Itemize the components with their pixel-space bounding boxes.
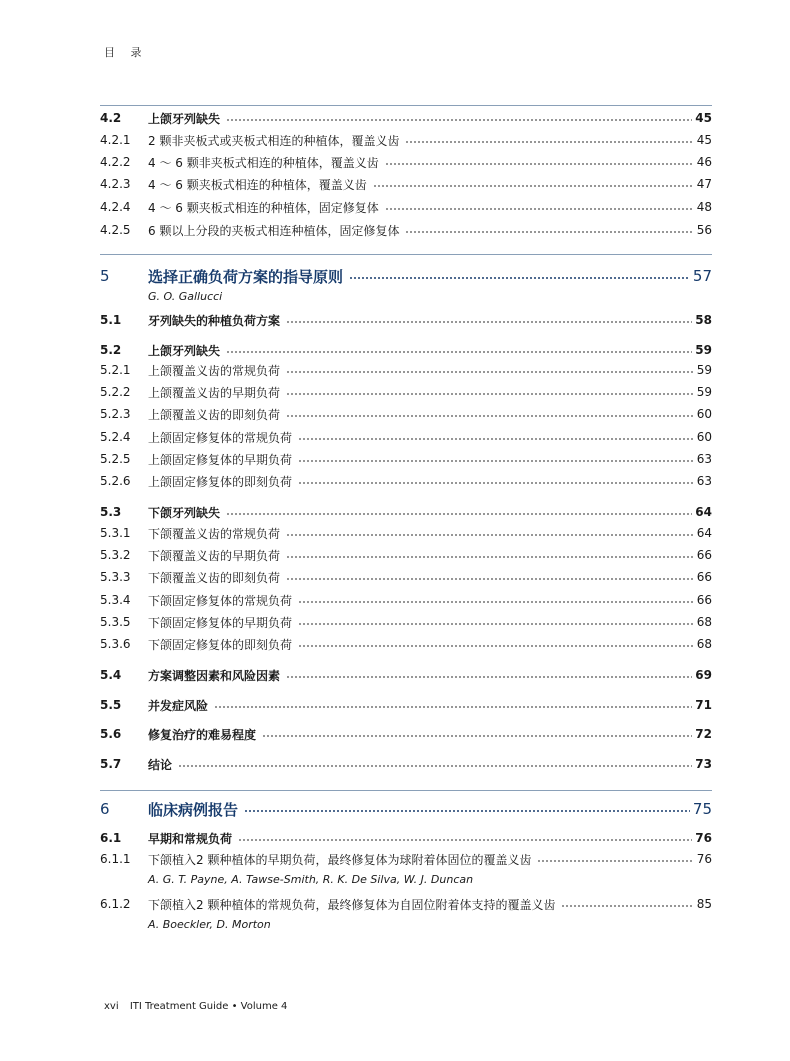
toc-number: 5.3.5 — [100, 615, 131, 629]
toc-number: 6.1.2 — [100, 897, 131, 911]
toc-number: 5.2.6 — [100, 474, 131, 488]
dot-leader — [244, 810, 690, 812]
toc-page: 76 — [696, 852, 712, 866]
toc-title: 6 颗以上分段的夹板式相连种植体，固定修复体 — [148, 223, 400, 238]
toc-page: 73 — [695, 757, 712, 771]
toc-row[interactable] — [100, 545, 712, 565]
toc-number: 4.2 — [100, 111, 122, 125]
toc-page: 76 — [695, 831, 712, 845]
toc-number: 5.3.6 — [100, 637, 131, 651]
toc-title: 上颌固定修复体的早期负荷 — [148, 452, 293, 467]
toc-number: 5.2.3 — [100, 407, 131, 421]
toc-title: 上颌覆盖义齿的常规负荷 — [148, 363, 281, 378]
dot-leader — [226, 119, 692, 121]
dot-leader — [298, 623, 694, 625]
dot-leader — [226, 351, 692, 353]
toc-title: 下颌牙列缺失 — [148, 505, 221, 520]
toc-page: 45 — [696, 133, 712, 147]
toc-number: 5.5 — [100, 698, 122, 712]
toc-row[interactable] — [100, 427, 712, 447]
dot-leader — [405, 141, 693, 143]
toc-page: 66 — [696, 593, 712, 607]
toc-number: 4.2.3 — [100, 177, 131, 191]
toc-page: 69 — [695, 668, 712, 682]
toc-title: 方案调整因素和风险因素 — [148, 668, 281, 683]
dot-leader — [561, 905, 693, 907]
dot-leader — [238, 839, 692, 841]
toc-number: 5.3 — [100, 505, 122, 519]
toc-row[interactable] — [100, 360, 712, 380]
toc-number: 4.2.5 — [100, 223, 131, 237]
dot-leader — [405, 231, 693, 233]
toc-number: 5.3.3 — [100, 570, 131, 584]
page-header-title: 目 录 — [104, 46, 148, 59]
toc-page: 64 — [695, 505, 712, 519]
toc-number: 6.1 — [100, 831, 122, 845]
toc-title: 选择正确负荷方案的指导原则 — [148, 267, 344, 286]
dot-leader — [286, 393, 694, 395]
toc-row[interactable] — [100, 404, 712, 424]
toc-row[interactable] — [100, 523, 712, 543]
dot-leader — [214, 706, 692, 708]
toc-page: 58 — [695, 313, 712, 327]
toc-page: 66 — [696, 548, 712, 562]
toc-number: 5.3.2 — [100, 548, 131, 562]
dot-leader — [286, 534, 694, 536]
toc-row[interactable] — [100, 590, 712, 610]
toc-row[interactable] — [100, 310, 712, 330]
toc-page: 59 — [696, 385, 712, 399]
toc-page: 63 — [696, 474, 712, 488]
toc-page: 85 — [696, 897, 712, 911]
toc-row[interactable] — [100, 197, 712, 217]
toc-page: 59 — [695, 343, 712, 357]
dot-leader — [298, 601, 694, 603]
toc-row[interactable] — [100, 152, 712, 172]
toc-title: 下颌植入2 颗种植体的早期负荷，最终修复体为球附着体固位的覆盖义齿 — [148, 852, 532, 867]
toc-title: 修复治疗的难易程度 — [148, 727, 257, 742]
dot-leader — [286, 556, 694, 558]
toc-row[interactable] — [100, 724, 712, 744]
dot-leader — [286, 371, 694, 373]
toc-number: 4.2.1 — [100, 133, 131, 147]
dot-leader — [298, 438, 694, 440]
toc-page: 66 — [696, 570, 712, 584]
dot-leader — [385, 163, 694, 165]
toc-number: 5.3.1 — [100, 526, 131, 540]
toc-title: 下颌固定修复体的常规负荷 — [148, 593, 293, 608]
toc-row[interactable] — [100, 828, 712, 848]
toc-number: 5.2.5 — [100, 452, 131, 466]
dot-leader — [286, 415, 694, 417]
toc-number: 4.2.2 — [100, 155, 131, 169]
toc-page: 60 — [696, 430, 712, 444]
case-author: A. G. T. Payne, A. Tawse-Smith, R. K. De Silva, W. J. Duncan — [148, 873, 474, 886]
toc-row[interactable] — [100, 665, 712, 685]
toc-page: 48 — [696, 200, 712, 214]
toc-number: 5.4 — [100, 668, 122, 682]
toc-title: 牙列缺失的种植负荷方案 — [148, 313, 281, 328]
toc-chapter-row[interactable] — [100, 797, 712, 821]
toc-page: 47 — [696, 177, 712, 191]
toc-page: 56 — [696, 223, 712, 237]
toc-number: 5.1 — [100, 313, 122, 327]
toc-number: 4.2.4 — [100, 200, 131, 214]
toc-title: 下颌固定修复体的早期负荷 — [148, 615, 293, 630]
dot-leader — [286, 676, 692, 678]
toc-row[interactable] — [100, 894, 712, 914]
toc-page: 46 — [696, 155, 712, 169]
toc-number: 5.2.4 — [100, 430, 131, 444]
toc-number: 6.1.1 — [100, 852, 131, 866]
dot-leader — [298, 482, 694, 484]
toc-page: 72 — [695, 727, 712, 741]
page-footer — [104, 1001, 295, 1012]
dot-leader — [286, 321, 692, 323]
dot-leader — [298, 645, 694, 647]
separator-line — [100, 105, 712, 106]
dot-leader — [385, 208, 694, 210]
toc-page: 68 — [696, 637, 712, 651]
toc-title: 下颌覆盖义齿的常规负荷 — [148, 526, 281, 541]
dot-leader — [298, 460, 694, 462]
dot-leader — [537, 860, 693, 862]
toc-title: 上颌覆盖义齿的即刻负荷 — [148, 407, 281, 422]
separator-line — [100, 790, 712, 791]
toc-row[interactable] — [100, 849, 712, 869]
toc-page: 75 — [692, 800, 712, 818]
toc-number: 5.3.4 — [100, 593, 131, 607]
toc-page: 59 — [696, 363, 712, 377]
dot-leader — [178, 765, 692, 767]
toc-number: 5.2.1 — [100, 363, 131, 377]
toc-title: 上颌固定修复体的即刻负荷 — [148, 474, 293, 489]
toc-row[interactable] — [100, 340, 712, 360]
toc-title: 下颌植入2 颗种植体的常规负荷，最终修复体为自固位附着体支持的覆盖义齿 — [148, 897, 556, 912]
toc-title: 临床病例报告 — [148, 800, 239, 819]
toc-title: 4 ～ 6 颗非夹板式相连的种植体，覆盖义齿 — [148, 155, 379, 170]
toc-row[interactable] — [100, 695, 712, 715]
toc-page: 45 — [695, 111, 712, 125]
toc-title: 下颌覆盖义齿的早期负荷 — [148, 548, 281, 563]
dot-leader — [286, 578, 694, 580]
toc-title: 2 颗非夹板式或夹板式相连的种植体，覆盖义齿 — [148, 133, 400, 148]
toc-row[interactable] — [100, 612, 712, 632]
toc-number: 5.6 — [100, 727, 122, 741]
toc-title: 下颌固定修复体的即刻负荷 — [148, 637, 293, 652]
toc-title: 早期和常规负荷 — [148, 831, 233, 846]
toc-title: 结论 — [148, 757, 173, 772]
toc-title: 下颌覆盖义齿的即刻负荷 — [148, 570, 281, 585]
toc-row[interactable] — [100, 108, 712, 128]
toc-number: 5.7 — [100, 757, 122, 771]
toc-number: 5 — [100, 267, 110, 285]
toc-title: 并发症风险 — [148, 698, 209, 713]
toc-chapter-row[interactable] — [100, 264, 712, 288]
toc-row[interactable] — [100, 502, 712, 522]
toc-row[interactable] — [100, 130, 712, 150]
toc-title: 4 ～ 6 颗夹板式相连的种植体，固定修复体 — [148, 200, 379, 215]
toc-number: 6 — [100, 800, 110, 818]
toc-row[interactable] — [100, 174, 712, 194]
toc-title: 4 ～ 6 颗夹板式相连的种植体，覆盖义齿 — [148, 177, 367, 192]
toc-page: 57 — [692, 267, 712, 285]
dot-leader — [226, 513, 692, 515]
toc-title: 上颌固定修复体的常规负荷 — [148, 430, 293, 445]
toc-number: 5.2.2 — [100, 385, 131, 399]
dot-leader — [373, 185, 694, 187]
toc-page: 64 — [696, 526, 712, 540]
toc-page: 63 — [696, 452, 712, 466]
footer-book-title: ITI Treatment Guide • Volume 4 — [129, 1001, 288, 1012]
separator-line — [100, 254, 712, 255]
toc-number: 5.2 — [100, 343, 122, 357]
toc-page: 68 — [696, 615, 712, 629]
toc-page: 60 — [696, 407, 712, 421]
toc-title: 上颌牙列缺失 — [148, 111, 221, 126]
dot-leader — [262, 735, 692, 737]
chapter-author: G. O. Gallucci — [148, 290, 223, 303]
toc-title: 上颌覆盖义齿的早期负荷 — [148, 385, 281, 400]
toc-page: 71 — [695, 698, 712, 712]
case-author: A. Boeckler, D. Morton — [148, 918, 271, 931]
toc-row[interactable] — [100, 220, 712, 240]
toc-row[interactable] — [100, 567, 712, 587]
toc-row[interactable] — [100, 634, 712, 654]
dot-leader — [349, 277, 690, 279]
toc-row[interactable] — [100, 449, 712, 469]
toc-row[interactable] — [100, 754, 712, 774]
toc-row[interactable] — [100, 382, 712, 402]
toc-title: 上颌牙列缺失 — [148, 343, 221, 358]
footer-page-number: xvi — [104, 1001, 119, 1012]
toc-row[interactable] — [100, 471, 712, 491]
